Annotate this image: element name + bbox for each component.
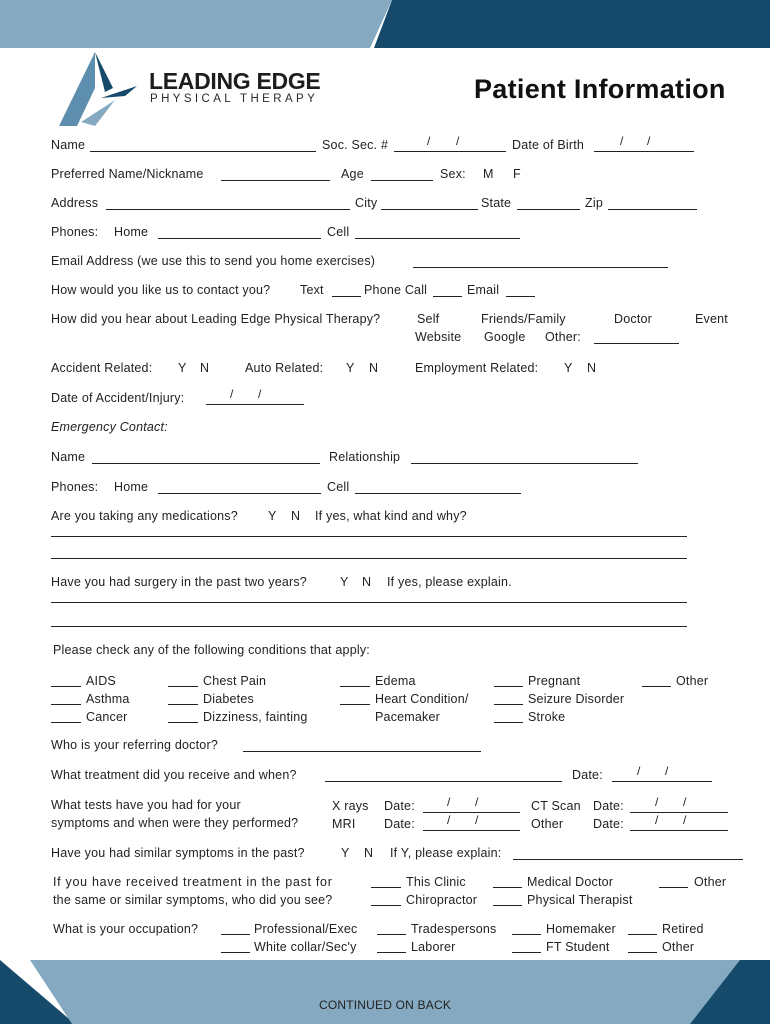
- name-field[interactable]: [90, 151, 316, 152]
- mri-date-slash: /: [447, 813, 451, 827]
- logo-subtitle: PHYSICAL THERAPY: [150, 93, 319, 105]
- referring-doctor-label: Who is your referring doctor?: [51, 738, 218, 752]
- mri-date-slash: /: [475, 813, 479, 827]
- xrays-label: X rays: [332, 799, 369, 813]
- this-clinic-checkbox[interactable]: [371, 887, 401, 888]
- surgery-question: Have you had surgery in the past two years?: [51, 575, 307, 589]
- mri-label: MRI: [332, 817, 356, 831]
- employment-yes-option[interactable]: Y: [564, 361, 573, 375]
- previous-treatment-question: If you have received treatment in the past for: [53, 875, 333, 889]
- referral-other-label: Other:: [545, 330, 581, 344]
- ctscan-date-slash: /: [683, 795, 687, 809]
- condition-checkbox[interactable]: [494, 704, 523, 705]
- accident-date-slash: /: [230, 387, 234, 401]
- medications-followup-label: If yes, what kind and why?: [315, 509, 467, 523]
- occupation-option: FT Student: [546, 940, 610, 954]
- dob-slash: /: [647, 134, 651, 148]
- ctscan-date-label: Date:: [593, 799, 624, 813]
- previous-other-label: Other: [694, 875, 727, 889]
- condition-checkbox[interactable]: [340, 704, 370, 705]
- emergency-home-label: Home: [114, 480, 149, 494]
- condition-label: Diabetes: [203, 692, 254, 706]
- occupation-option: Other: [662, 940, 695, 954]
- accident-yes-option[interactable]: Y: [178, 361, 187, 375]
- occupation-option: White collar/Sec'y: [254, 940, 357, 954]
- referral-doctor-option[interactable]: Doctor: [614, 312, 653, 326]
- xrays-date-label: Date:: [384, 799, 415, 813]
- conditions-heading: Please check any of the following conditions that apply:: [53, 643, 370, 657]
- employment-no-option[interactable]: N: [587, 361, 597, 375]
- ctscan-date-field[interactable]: [630, 812, 728, 813]
- continued-note: CONTINUED ON BACK: [318, 998, 452, 1012]
- occupation-option: Retired: [662, 922, 704, 936]
- referral-event-option[interactable]: Event: [695, 312, 728, 326]
- xrays-date-slash: /: [447, 795, 451, 809]
- ssn-field[interactable]: [394, 151, 506, 152]
- condition-checkbox[interactable]: [51, 686, 81, 687]
- mri-date-label: Date:: [384, 817, 415, 831]
- email-field[interactable]: [413, 267, 668, 268]
- zip-label: Zip: [585, 196, 603, 210]
- similar-followup-field[interactable]: [513, 859, 743, 860]
- occupation-question: What is your occupation?: [53, 922, 199, 936]
- physical-therapist-label: Physical Therapist: [527, 893, 633, 907]
- treatment-date-field[interactable]: [612, 781, 712, 782]
- logo-icon: [55, 50, 145, 130]
- cell-phone-field[interactable]: [355, 238, 520, 239]
- emergency-name-label: Name: [51, 450, 86, 464]
- emergency-name-field[interactable]: [92, 463, 320, 464]
- chiropractor-checkbox[interactable]: [371, 905, 401, 906]
- condition-checkbox[interactable]: [168, 722, 198, 723]
- referral-self-option[interactable]: Self: [417, 312, 440, 326]
- condition-checkbox[interactable]: [51, 722, 81, 723]
- cell-phone-label: Cell: [327, 225, 350, 239]
- occupation-checkbox[interactable]: [512, 934, 541, 935]
- medications-line[interactable]: [51, 536, 687, 537]
- surgery-yes-option[interactable]: Y: [340, 575, 349, 589]
- emergency-contact-heading: Emergency Contact:: [51, 420, 168, 434]
- condition-label: Asthma: [86, 692, 130, 706]
- other-test-label: Other: [531, 817, 564, 831]
- condition-label: Seizure Disorder: [528, 692, 625, 706]
- accident-date-slash: /: [258, 387, 262, 401]
- contact-phone-blank[interactable]: [433, 296, 462, 297]
- referring-doctor-field[interactable]: [243, 751, 481, 752]
- auto-yes-option[interactable]: Y: [346, 361, 355, 375]
- age-field[interactable]: [371, 180, 433, 181]
- zip-field[interactable]: [608, 209, 697, 210]
- occupation-option: Professional/Exec: [254, 922, 358, 936]
- condition-checkbox[interactable]: [168, 686, 198, 687]
- occupation-checkbox[interactable]: [628, 952, 657, 953]
- ctscan-date-slash: /: [655, 795, 659, 809]
- condition-checkbox[interactable]: [168, 704, 198, 705]
- other-test-date-label: Date:: [593, 817, 624, 831]
- state-field[interactable]: [517, 209, 580, 210]
- referral-friends-option[interactable]: Friends/Family: [481, 312, 566, 326]
- contact-text-option[interactable]: Text: [300, 283, 324, 297]
- condition-checkbox[interactable]: [340, 686, 370, 687]
- treatment-field[interactable]: [325, 781, 562, 782]
- ctscan-label: CT Scan: [531, 799, 581, 813]
- medications-no-option[interactable]: N: [291, 509, 301, 523]
- other-test-date-slash: /: [655, 813, 659, 827]
- condition-label: Stroke: [528, 710, 566, 724]
- contact-text-blank[interactable]: [332, 296, 361, 297]
- age-label: Age: [341, 167, 364, 181]
- xrays-date-field[interactable]: [423, 812, 520, 813]
- condition-label: Heart Condition/: [375, 692, 469, 706]
- treatment-date-label: Date:: [572, 768, 603, 782]
- tests-label-2: symptoms and when were they performed?: [51, 816, 299, 830]
- occupation-checkbox[interactable]: [221, 934, 250, 935]
- occupation-checkbox[interactable]: [377, 934, 406, 935]
- medications-yes-option[interactable]: Y: [268, 509, 277, 523]
- page-title: Patient Information: [474, 74, 726, 104]
- occupation-checkbox[interactable]: [377, 952, 406, 953]
- sex-m-option[interactable]: M: [483, 167, 494, 181]
- surgery-line[interactable]: [51, 602, 687, 603]
- contact-question: How would you like us to contact you?: [51, 283, 271, 297]
- condition-label: Cancer: [86, 710, 128, 724]
- medications-line[interactable]: [51, 558, 687, 559]
- name-label: Name: [51, 138, 86, 152]
- condition-checkbox[interactable]: [51, 704, 81, 705]
- occupation-checkbox[interactable]: [512, 952, 541, 953]
- condition-label: Pregnant: [528, 674, 581, 688]
- other-test-date-slash: /: [683, 813, 687, 827]
- occupation-checkbox[interactable]: [221, 952, 250, 953]
- emergency-relationship-label: Relationship: [329, 450, 401, 464]
- tests-label: What tests have you had for your: [51, 798, 241, 812]
- surgery-followup-label: If yes, please explain.: [387, 575, 512, 589]
- accident-date-field[interactable]: [206, 404, 304, 405]
- referral-google-option[interactable]: Google: [484, 330, 526, 344]
- occupation-option: Laborer: [411, 940, 456, 954]
- similar-symptoms-question: Have you had similar symptoms in the past?: [51, 846, 305, 860]
- condition-checkbox[interactable]: [494, 722, 523, 723]
- condition-label: Chest Pain: [203, 674, 267, 688]
- xrays-date-slash: /: [475, 795, 479, 809]
- treatment-label: What treatment did you receive and when?: [51, 768, 297, 782]
- similar-followup-label: If Y, please explain:: [390, 846, 502, 860]
- medications-question: Are you taking any medications?: [51, 509, 238, 523]
- emergency-cell-label: Cell: [327, 480, 350, 494]
- emergency-phones-label: Phones:: [51, 480, 99, 494]
- sex-f-option[interactable]: F: [513, 167, 521, 181]
- medical-doctor-label: Medical Doctor: [527, 875, 614, 889]
- city-field[interactable]: [381, 209, 478, 210]
- contact-phone-option[interactable]: Phone Call: [364, 283, 428, 297]
- occupation-option: Tradespersons: [411, 922, 497, 936]
- surgery-no-option[interactable]: N: [362, 575, 372, 589]
- dob-field[interactable]: [594, 151, 694, 152]
- this-clinic-label: This Clinic: [406, 875, 466, 889]
- preferred-name-label: Preferred Name/Nickname: [51, 167, 204, 181]
- accident-no-option[interactable]: N: [200, 361, 210, 375]
- condition-checkbox[interactable]: [494, 686, 523, 687]
- auto-related-label: Auto Related:: [245, 361, 324, 375]
- email-label: Email Address (we use this to send you home exercises): [51, 254, 376, 268]
- condition-label: Other: [676, 674, 709, 688]
- logo-name: LEADING EDGE: [149, 68, 321, 94]
- chiropractor-label: Chiropractor: [406, 893, 478, 907]
- medical-doctor-checkbox[interactable]: [493, 887, 522, 888]
- home-phone-label: Home: [114, 225, 149, 239]
- treatment-date-slash: /: [665, 764, 669, 778]
- accident-related-label: Accident Related:: [51, 361, 153, 375]
- occupation-checkbox[interactable]: [628, 934, 657, 935]
- other-test-date-field[interactable]: [630, 830, 728, 831]
- state-label: State: [481, 196, 512, 210]
- condition-checkbox[interactable]: [642, 686, 671, 687]
- address-field[interactable]: [106, 209, 350, 210]
- referral-other-field[interactable]: [594, 343, 679, 344]
- condition-label: Edema: [375, 674, 416, 688]
- accident-date-label: Date of Accident/Injury:: [51, 391, 185, 405]
- treatment-date-slash: /: [637, 764, 641, 778]
- home-phone-field[interactable]: [158, 238, 321, 239]
- auto-no-option[interactable]: N: [369, 361, 379, 375]
- condition-label: AIDS: [86, 674, 116, 688]
- surgery-line[interactable]: [51, 626, 687, 627]
- contact-email-option[interactable]: Email: [467, 283, 500, 297]
- dob-label: Date of Birth: [512, 138, 585, 152]
- physical-therapist-checkbox[interactable]: [493, 905, 522, 906]
- referral-source-question: How did you hear about Leading Edge Physical Therapy?: [51, 312, 381, 326]
- dob-slash: /: [620, 134, 624, 148]
- emergency-cell-field[interactable]: [355, 493, 521, 494]
- condition-label: Dizziness, fainting: [203, 710, 308, 724]
- contact-email-blank[interactable]: [506, 296, 535, 297]
- occupation-option: Homemaker: [546, 922, 616, 936]
- referral-website-option[interactable]: Website: [415, 330, 462, 344]
- condition-label: Pacemaker: [375, 710, 441, 724]
- address-label: Address: [51, 196, 99, 210]
- similar-yes-option[interactable]: Y: [341, 846, 350, 860]
- ssn-slash: /: [427, 134, 431, 148]
- header-band: [0, 0, 770, 48]
- employment-related-label: Employment Related:: [415, 361, 539, 375]
- emergency-home-field[interactable]: [158, 493, 321, 494]
- previous-treatment-question-2: the same or similar symptoms, who did you see?: [53, 893, 333, 907]
- city-label: City: [355, 196, 378, 210]
- previous-other-checkbox[interactable]: [659, 887, 688, 888]
- mri-date-field[interactable]: [423, 830, 520, 831]
- emergency-relationship-field[interactable]: [411, 463, 638, 464]
- ssn-slash: /: [456, 134, 460, 148]
- footer-band: [0, 960, 770, 1024]
- sex-label: Sex:: [440, 167, 466, 181]
- phones-label: Phones:: [51, 225, 99, 239]
- preferred-name-field[interactable]: [221, 180, 330, 181]
- similar-no-option[interactable]: N: [364, 846, 374, 860]
- ssn-label: Soc. Sec. #: [322, 138, 389, 152]
